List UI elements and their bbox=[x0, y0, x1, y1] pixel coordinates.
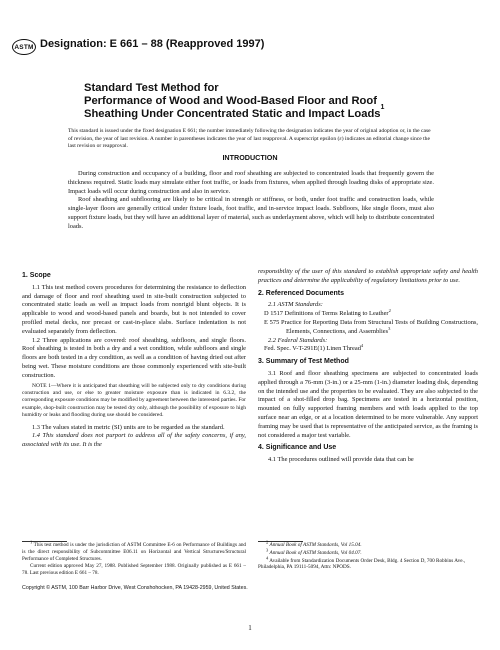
title-line-2: Performance of Wood and Wood-Based Floor and Roof bbox=[84, 94, 377, 107]
designation: Designation: E 661 – 88 (Reapproved 1997) bbox=[40, 38, 265, 50]
footnote-2-mark: 2 bbox=[266, 539, 269, 545]
footnote-mark-2: 2 bbox=[388, 308, 391, 314]
scope-1-1: 1.1 This test method covers procedures for determining the resistance to deflection and damage of floor and roof sheathing used in site-built construction subjected to concentrated static loads as well as impact loads from nonrigid blunt objects. It is applicable to wood and wood-based panels and boards, but is not intended to cover profiled metal decks, nor precast or cast-in-place slabs. Surface indentation is not evaluated separately from deflection. bbox=[22, 283, 246, 335]
footnote-1 bbox=[22, 539, 247, 562]
title-footnote-mark: 1 bbox=[380, 103, 385, 111]
title-line-3 bbox=[84, 103, 429, 121]
footnote-4 bbox=[258, 554, 478, 572]
footnote-3 bbox=[258, 547, 478, 557]
footnote-2 bbox=[258, 539, 478, 549]
scope-continuation: responsibility of the user of this standard to establish appropriate safety and health practices and determine the applicability of regulatory limitations prior to use. bbox=[258, 268, 478, 284]
left-footnotes bbox=[22, 541, 246, 578]
ref-d1517-text: D 1517 Definitions of Terms Relating to Leather bbox=[264, 310, 389, 318]
footnote-2-text: Annual Book of ASTM Standards, Vol 15.04. bbox=[269, 542, 362, 548]
footnote-4-text: Available from Standardization Documents Order Desk, Bldg. 4 Section D, 700 Robbins Ave., Philadelphia, PA 19111-5094, Attn: NPODS. bbox=[258, 557, 466, 571]
scope-1-3: 1.3 The values stated in metric (SI) units are to be regarded as the standard. bbox=[32, 423, 225, 431]
title-line-1: Standard Test Method for bbox=[84, 82, 219, 94]
ref-e575 bbox=[258, 319, 478, 337]
ref-fed-spec bbox=[258, 345, 478, 354]
copyright-line: Copyright © ASTM, 100 Barr Harbor Drive, West Conshohocken, PA 19428-2959, United States. bbox=[22, 585, 248, 591]
scope-heading: 1. Scope bbox=[22, 272, 51, 279]
astm-standards-heading: 2.1 ASTM Standards: bbox=[268, 301, 323, 309]
footnote-3-mark: 3 bbox=[266, 547, 269, 553]
ref-d1517 bbox=[258, 310, 478, 319]
footnote-mark-4: 4 bbox=[360, 343, 364, 349]
summary-3-1: 3.1 Roof and floor sheathing specimens are subjected to concentrated loads applied through a 76-mm (3-in.) or a 25-mm (1-in.) diameter loading disk, depending on the intended use and the properties to be evaluated. They are also subjected to the impact of a shot-filled drop bag. Specimens are tested in a horizontal position, mounted on fully supported framing members and with loads applied to the top surface near an edge, or at a location determined to be more vulnerable. Any support framing may be used that is representative of the anticipated service, as the framing is not considered a major test variable. bbox=[258, 369, 478, 439]
footnote-1-mark: 1 bbox=[30, 539, 33, 545]
scope-1-2: 1.2 Three applications are covered: roof sheathing, subfloors, and single floors. Roof sheathing is tested in both a dry and a wet condition, while subfloors and single floors are both tested in a dry condition, as well as a condition of having dried out after being wet. These moisture conditions are those commonly experienced with site-built construction. bbox=[22, 336, 246, 379]
title-line-3-text: Sheathing Under Concentrated Static and Impact Loads bbox=[84, 107, 381, 120]
significance-heading: 4. Significance and Use bbox=[258, 444, 337, 452]
right-column bbox=[258, 268, 478, 465]
ref-fed-spec-text: Fed. Spec. V-T-291E(1) Linen Thread bbox=[264, 345, 361, 353]
scope-1-4: 1.4 This standard does not purport to address all of the safety concerns, if any, associated with its use. It is the bbox=[22, 432, 246, 449]
significance-4-1: 4.1 The procedures outlined will provide data that can be bbox=[268, 456, 414, 464]
document-title bbox=[84, 82, 429, 120]
referenced-documents-heading: 2. Referenced Documents bbox=[258, 289, 344, 297]
summary-heading: 3. Summary of Test Method bbox=[258, 358, 349, 366]
footnote-4-mark: 4 bbox=[266, 554, 269, 560]
footnote-1-text: This test method is under the jurisdiction of ASTM Committee E-6 on Performance of Buildings and is the direct responsibility of Subcommittee E06.11 on Horizontal and Vertical Structures/Structural Performance of Completed Structures. bbox=[22, 542, 247, 562]
introduction-paragraph-1: During construction and occupancy of a building, floor and roof sheathing are subjected to concentrated loads that frequently govern the thickness required. Static loads may simulate either foot traffic, or loads from fixtures, when applied through loading disks of appropriate size. Impact loads will occur during construction and also in service. bbox=[68, 170, 434, 195]
page-number: 1 bbox=[248, 624, 252, 632]
issued-note: This standard is issued under the fixed designation E 661; the number immediately following the designation indicates the year of original adoption or, in the case of revision, the year of last revision. A number in parentheses indicates the year of last reapproval. A superscript epsilon (ε) indicates an editorial change since the last revision or reapproval. bbox=[68, 128, 431, 150]
federal-standards-heading: 2.2 Federal Standards: bbox=[268, 336, 328, 344]
introduction-heading: INTRODUCTION bbox=[222, 153, 278, 162]
footnote-1-edition: Current edition approved May 27, 1988. Published September 1988. Originally published as E 661 – 78. Last previous edition E 661 – 78. bbox=[22, 563, 246, 577]
footnote-mark-3: 3 bbox=[388, 325, 391, 331]
ref-e575-text: E 575 Practice for Reporting Data from Structural Tests of Building Constructions, Elements, Connections, and Assemblies bbox=[264, 318, 478, 335]
left-column bbox=[22, 268, 246, 450]
footnote-3-text: Annual Book of ASTM Standards, Vol 04.07. bbox=[269, 549, 362, 556]
astm-logo: ASTM bbox=[12, 39, 36, 55]
introduction-text bbox=[68, 170, 434, 232]
introduction-paragraph-2: Roof sheathing and subflooring are likely to be critical in strength or stiffness, or both, under foot traffic and construction loads, while single-layer floors are generally critical under fixture loads, foot traffic, and in-service impact loads. Subfloors, like single floors, must also support fixture loads, but they will have an additional layer of material, such as underlayment above, which will help to distribute concentrated loads. bbox=[68, 196, 434, 230]
right-footnotes bbox=[258, 541, 478, 572]
note-1: NOTE 1—Where it is anticipated that sheathing will be subjected only to dry conditions during construction and use, or else to greater moisture exposure than is indicated in 6.3.2, the corresponding exposure conditions may be modified by agreement between the interested parties. For example, shop-built construction may be tested dry only, although the possibility of exposure to high humidity or leaks and flooding during use should be considered. bbox=[22, 382, 246, 419]
